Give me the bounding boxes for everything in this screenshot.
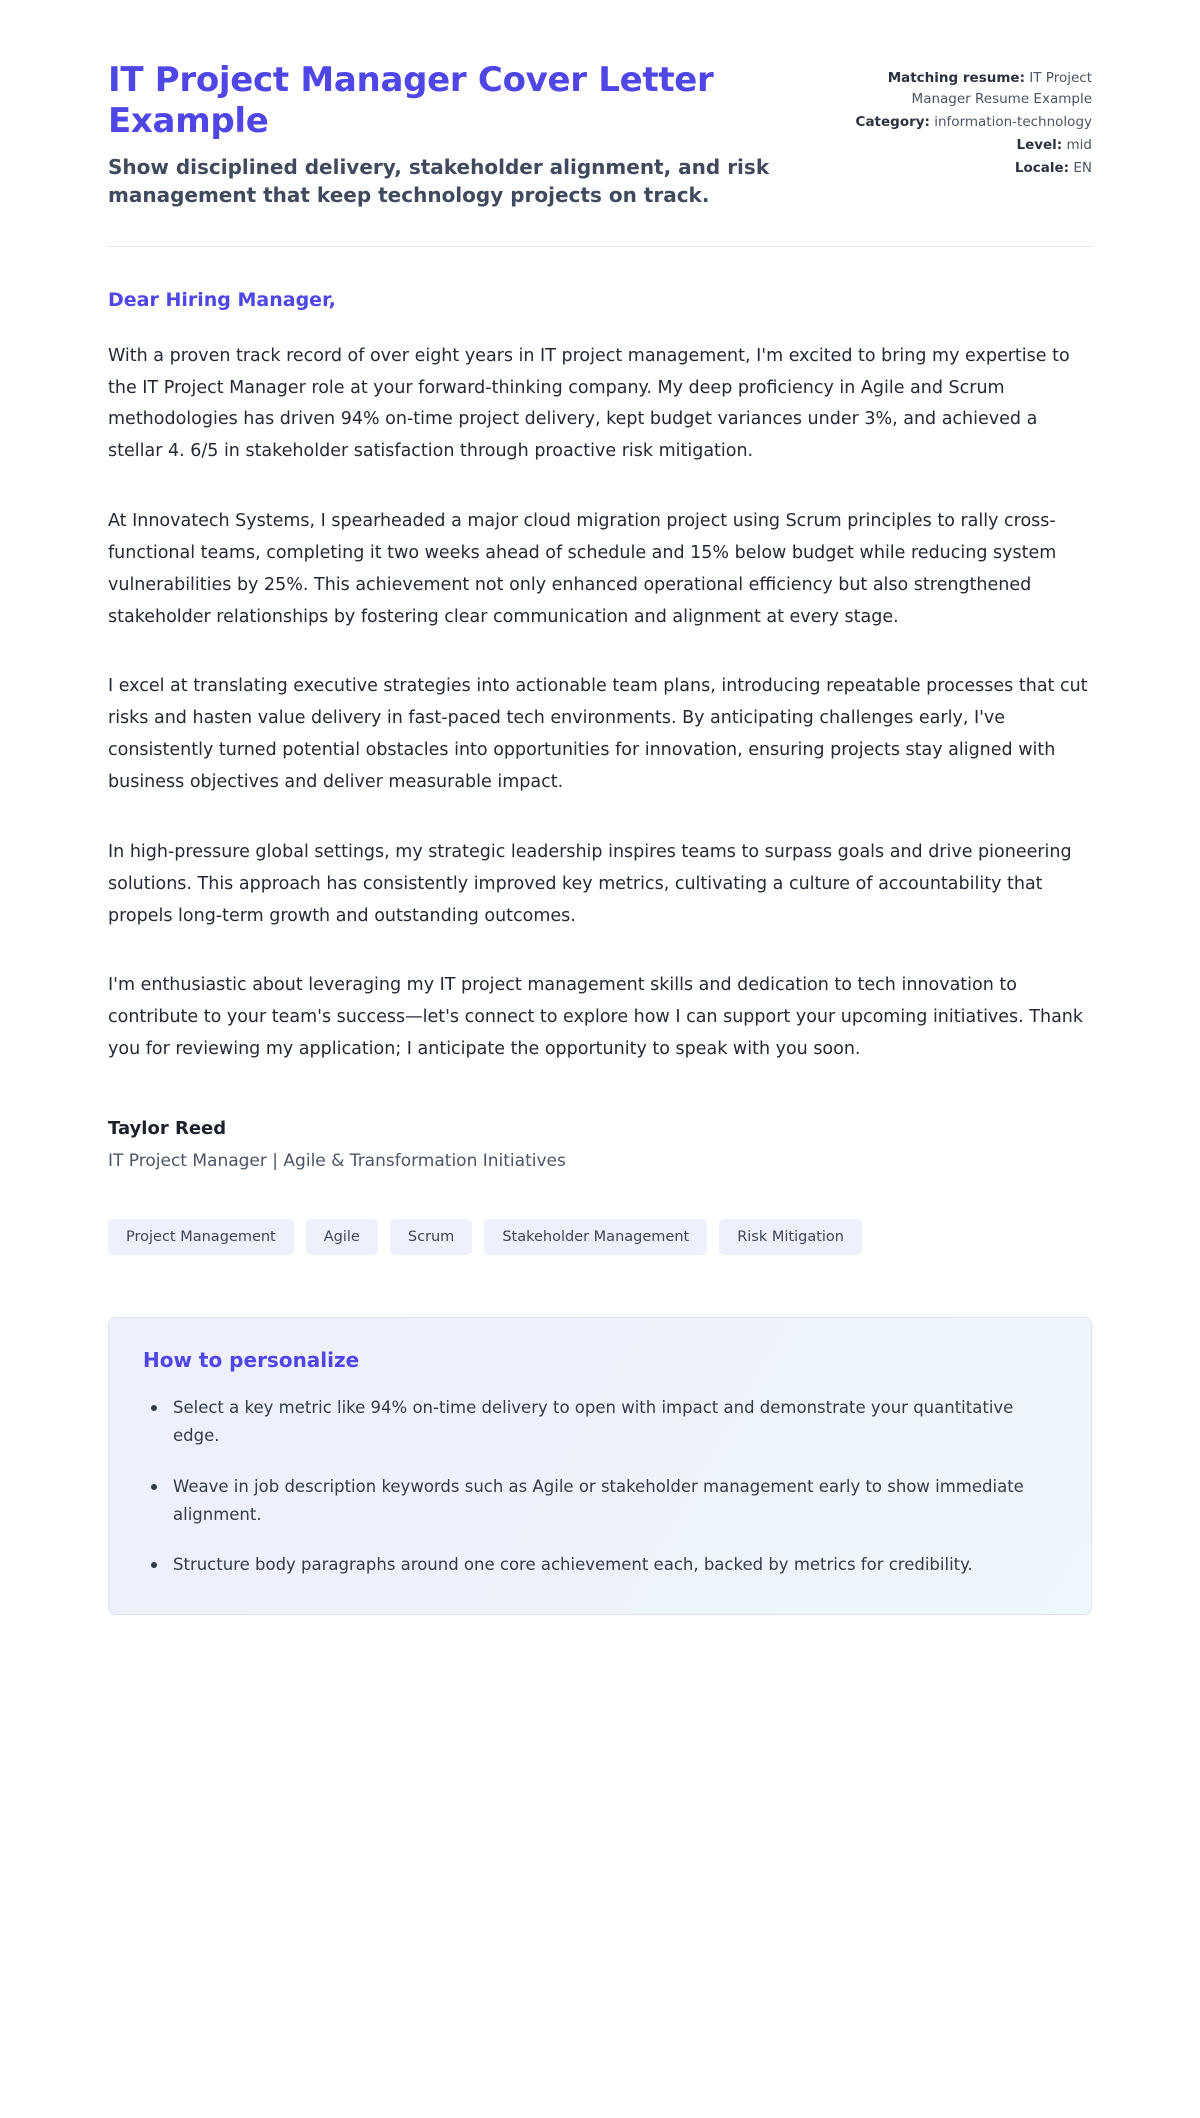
tip-item: Weave in job description keywords such as Agile or stakeholder management early to show immediate alignment. [143, 1473, 1057, 1530]
salutation: Dear Hiring Manager, [108, 288, 336, 311]
signature-block [108, 1118, 1092, 1171]
meta-matching-resume [844, 68, 1092, 110]
skill-tag[interactable]: Project Management [108, 1219, 294, 1255]
letter-paragraph: At Innovatech Systems, I spearheaded a major cloud migration project using Scrum principles to rally cross-functional teams, completing it two weeks ahead of schedule and 15% below budget while reducing system vulnerabilities by 25%. This achievement not only enhanced operational efficiency but also strengthened stakeholder relationships by fostering clear communication and alignment at every stage. [108, 511, 1057, 627]
skill-tag[interactable]: Stakeholder Management [484, 1219, 707, 1255]
signature-name: Taylor Reed [108, 1117, 227, 1139]
personalization-callout [108, 1317, 1092, 1615]
meta-level [844, 135, 1092, 156]
callout-title: How to personalize [143, 1347, 360, 1372]
document-metadata [844, 60, 1092, 181]
skill-tag-list [108, 1219, 1092, 1255]
skill-tag[interactable]: Scrum [390, 1219, 472, 1255]
skill-tag[interactable]: Agile [306, 1219, 378, 1255]
letter-paragraph: With a proven track record of over eight years in IT project management, I'm excited to bring my expertise to the IT Project Manager role at your forward-thinking company. My deep proficiency in Agile and Scrum methodologies has driven 94% on-time project delivery, kept budget variances under 3%, and achieved a stellar 4. 6/5 in stakeholder satisfaction through proactive risk mitigation. [108, 345, 1070, 462]
meta-locale-value: EN [1073, 159, 1092, 176]
meta-locale-label: Locale: [1014, 159, 1070, 176]
meta-category [844, 112, 1092, 133]
header-text-block [108, 60, 804, 210]
page-subtitle: Show disciplined delivery, stakeholder alignment, and risk management that keep technology projects on track. [108, 154, 770, 208]
meta-level-label: Level: [1016, 136, 1063, 153]
cover-letter-body [108, 247, 1092, 1171]
tip-item: Select a key metric like 94% on-time delivery to open with impact and demonstrate your quantitative edge. [143, 1394, 1057, 1451]
letter-paragraph: In high-pressure global settings, my strategic leadership inspires teams to surpass goals and drive pioneering solutions. This approach has consistently improved key metrics, cultivating a culture of accountability that propels long-term growth and outstanding outcomes. [108, 841, 1072, 926]
letter-paragraph: I'm enthusiastic about leveraging my IT project management skills and dedication to tech innovation to contribute to your team's success—let's connect to explore how I can support your upcoming initiatives. Thank you for reviewing my application; I anticipate the opportunity to speak with you soon. [108, 975, 1084, 1060]
tip-item: Structure body paragraphs around one core achievement each, backed by metrics for credibility. [143, 1551, 1057, 1579]
skill-tag[interactable]: Risk Mitigation [719, 1219, 862, 1255]
meta-level-value: mid [1066, 136, 1092, 153]
meta-category-label: Category: [855, 113, 930, 130]
meta-matching-resume-value: IT Project Manager Resume Example [911, 70, 1092, 107]
tips-list [143, 1394, 1057, 1580]
meta-locale [844, 158, 1092, 179]
page-header [108, 60, 1092, 210]
meta-matching-resume-label: Matching resume: [887, 70, 1025, 86]
page-title: IT Project Manager Cover Letter Example [108, 60, 714, 142]
letter-paragraph: I excel at translating executive strategies into actionable team plans, introducing repeatable processes that cut risks and hasten value delivery in fast-paced tech environments. By anticipating challenges early, I've consistently turned potential obstacles into opportunities for innovation, ensuring projects stay aligned with business objectives and deliver measurable impact. [108, 676, 1088, 792]
signature-role: IT Project Manager | Agile & Transformation Initiatives [108, 1150, 566, 1171]
meta-category-value: information-technology [934, 113, 1092, 130]
